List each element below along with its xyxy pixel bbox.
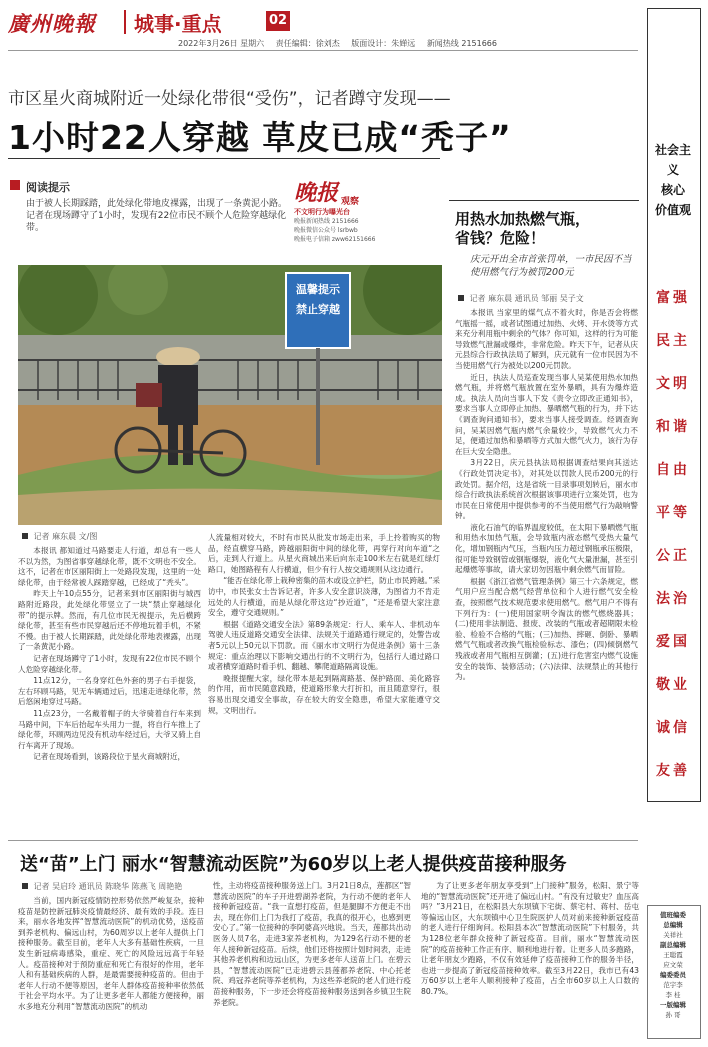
side-story-title-line: 用热水加热燃气瓶， (455, 210, 591, 228)
bottom-story-column-3: 为了让更多老年朋友享受到“上门接种”服务，松阳、景宁等地的“智慧流动医院”还开进了偏远山村。“有没有过敏史？血压高吗？”3月21日，在松阳县大东坝镇下宅街、蔡宅村、蒋村、岳屯等偏远山区，大东坝镇中心卫生院医护人员对前来接种新冠疫苗的老人进行仔细询问。松阳县本次“智慧流动医院”下村服务，共为128位老年群众接种了新冠疫苗。目前，丽水“智慧流动医院”的疫苗接种工作正有序、顺利地进行着。让更多人员多跑路，让老年朋友少跑路，不仅有效延伸了疫苗接种工作的服务半径，也进一步提高了新冠疫苗接种效率。截至3月22日，我市已有43万60岁以上老年人顺利接种了疫苗，占全市60岁以上人口数的80.7%。 (421, 881, 639, 996)
main-story-column-1 (18, 546, 201, 838)
side-story-paragraph: 液化石油气的临界温度较低，在太阳下暴晒燃气瓶和用热水加热气瓶，会导致瓶内液态燃气受热大量气化，增加钢瓶内气压，当瓶内压力超过钢瓶承压极限，很可能导致钢管或钢瓶爆裂，液化气大量泄漏，甚至引起爆燃等事故，请大家切勿因瓶中剩余燃气而冒险。 (455, 522, 638, 575)
exposure-promo (294, 176, 412, 264)
editor-line: 副总编辑 (660, 941, 686, 949)
promo-line: 晚报微信公众号 lsrbwb (294, 227, 358, 234)
side-story-paragraph: 根据《浙江省燃气管理条例》第三十六条规定，燃气用户应当配合燃气经营单位和个人进行燃气安全检查，按照燃气技术规范要求使用燃气。燃气用户不得有下列行为：(一)使用国家明令淘汰的燃气燃烧器具；(二)使用非法制造、报废、改装的气瓶或者超期限未检验、检验不合格的气瓶；(三)加热、摔砸、倒卧、暴晒燃气气瓶或者改换气瓶检验标志、漆色；(四)倾倒燃气残液或者用气瓶相互倒灌；(五)进行危害室内燃气设施安全的装饰、装修活动；(六)法律、法规禁止的其他行为。 (455, 576, 638, 682)
editor-line: 李 桂 (665, 991, 681, 999)
side-story-paragraph: 本报讯 当家里的煤气点不着火时，你是否会将燃气瓶摇一摇，或者试图通过加热、火烤、开水烫等方式来充分利用瓶中剩余的气体？你可知，这样的行为可能导致燃气泄漏或爆炸，非常危险。昨天下午，记者从庆元县综合行政执法局了解到，庆元就有一位市民因为不当使用燃气行为被处以200元罚款。 (455, 308, 638, 370)
promo-logo: 晚报 (294, 180, 339, 206)
lead-marker (10, 180, 20, 190)
side-story-author-text: 记者 麻东晨 通讯员 邹丽 吴子文 (469, 294, 584, 303)
newspaper-logo: 廣州晚報 (8, 11, 96, 36)
caption-marker (22, 533, 28, 539)
photo-sign-top: 温馨提示 (296, 283, 340, 296)
side-story-paragraph: 3月22日，庆元县执法局根据调查结果向其送达《行政处罚决定书》，对其处以罚款人民币200元的行政处罚。据介绍，这是省统一目录事项划转后，丽水市综合行政执法系统首次根据该事项进行立案处罚，也为市民在日常使用中提供参考的不当使用燃气行为敲响警钟。 (455, 458, 638, 521)
main-story-paragraph: 记者在现场蹲守了1小时，发现有22位市民不顾个人危险穿越绿化带。 (18, 653, 201, 674)
issue-designer: 版面设计：朱婵远 (351, 39, 416, 48)
main-story-paragraph: 11点12分，一名身穿红色外套的男子右手提袋，左右环顾马路，见无车辆通过后，迅速走进绿化带，然后悠闲地穿过马路。 (18, 676, 201, 707)
lead-text: 由于被人长期踩踏，此处绿化带地皮裸露，出现了一条黄泥小路。记者在现场蹲守了1小时，发现有22位市民不顾个人危险穿越绿化带。 (26, 199, 288, 233)
street-photo-illustration (18, 265, 442, 525)
main-story-paragraph: “能否在绿化带上栽种密集的苗木或设立护栏，防止市民跨越。”采访中，市民张女士告诉记者，许多人安全意识淡薄，为图省力不肯走远处的人行横道，而是从绿化带这边“抄近道”，“还是希望大家注意安全，遵守交通规则。” (208, 576, 440, 618)
issue-hotline: 新闻热线 2151666 (426, 39, 497, 48)
core-value-item: 和谐 (656, 419, 690, 435)
main-story-paragraph: 昨天上午10点55分，记者来到市区丽阳街与城西路附近路段，此处绿化带竖立了一块“禁止穿越绿化带”的提示牌。然而，有几位市民无视提示，先后横跨绿化带，甚至有些市民穿越后还不停地玩着手机，不紧不慢。由于被人长期踩踏，此处绿化带地表裸露，出现了一条黄泥小路。 (18, 589, 201, 652)
core-value-item: 富强 (656, 290, 690, 306)
editor-line: 总编辑 (663, 921, 683, 929)
editor-line: 应文荣 (663, 961, 683, 969)
lead-label: 阅读提示 (26, 181, 70, 194)
editor-line: 范宇李 (663, 981, 683, 989)
editor-line: 一版编辑 (660, 1001, 686, 1009)
promo-line: 晚报新闻热线 2151666 (294, 218, 359, 225)
main-story-paragraph: 11点23分，一名戴着帽子的大爷骑着自行车来到马路中间，下车后抬起车头用力一提，将自行车推上了绿化带，环顾两边见没有机动车经过后，大爷又骑上自行车离开了现场。 (18, 708, 201, 750)
headline-rule (8, 158, 440, 159)
story-photo (18, 265, 442, 525)
core-value-item: 诚信 (656, 720, 690, 736)
editor-line: 关祥社 (663, 931, 683, 939)
promo-logo-suffix: 观察 (341, 197, 360, 207)
author-marker (22, 883, 28, 889)
core-value-item: 平等 (656, 505, 690, 521)
issue-line (178, 38, 506, 49)
promo-line: 晚报电子信箱 zww62151666 (294, 236, 376, 243)
side-story-author (458, 293, 584, 304)
main-story-title: 1小时22人穿越 草皮已成“秃子” (8, 118, 512, 157)
side-story-paragraph: 近日，执法人员巡查发现当事人吴某使用热水加热燃气瓶，并将燃气瓶放置在室外暴晒，具有为爆炸造成。执法人员向当事人下发《责令立即改正通知书》，要求当事人立即停止加热、暴晒燃气瓶的行为，并下达《调查询问通知书》，要求当事人接受调查。经调查询问，吴某因燃气瓶内燃气余量较少，导致燃气火力不足，便通过加热和暴晒等方式加大燃气火力，该行为存在巨大安全隐患。 (455, 372, 638, 456)
bottom-story-title: 送“苗”上门 丽水“智慧流动医院”为60岁以上老人提供疫苗接种服务 (20, 854, 567, 875)
side-story-title-line: 省钱？危险！ (455, 229, 546, 247)
bottom-story-column-1: 当前，国内新冠疫情防控形势依然严峻复杂，接种疫苗是防控新冠肺炎疫情最经济、最有效的手段。连日来，丽水各地发挥“智慧流动医院”的机动优势，送疫苗到养老机构、偏远山村，为60周岁以上老年人提供上门接种服务。截至目前，老年人大多有基础性疾病，一旦发生新冠病毒感染，重症、死亡的风险远远高于年轻人。疫苗接种对于预防重症和死亡有很好的作用，老年人和有基础疾病的人群，是最需要接种疫苗的。但由于老年人行动不便等原因，老年人群体疫苗接种率依然低于社会平均水平。为了让更多老年人都能方便接种，丽水多地充分利用“智慧流动医院”的机动 (18, 896, 204, 1011)
editor-line: 孙 哥 (665, 1011, 681, 1019)
core-values-heading-line: 社会主义 (654, 143, 691, 177)
issue-editor: 责任编辑：徐刘杰 (275, 39, 340, 48)
main-story-column-2 (208, 533, 440, 838)
issue-date: 2022年3月26日 星期六 (178, 39, 265, 48)
photo-sign-bottom: 禁止穿越 (296, 303, 340, 316)
core-values-heading (653, 140, 693, 220)
section-title: 城事·重点 (134, 12, 222, 36)
core-value-item: 民主 (656, 333, 690, 349)
core-values-heading-line: 核心 (660, 183, 685, 197)
photo-caption-text: 记者 麻东晨 文/图 (33, 532, 98, 541)
core-value-item: 友善 (656, 763, 690, 779)
side-story-rule (449, 200, 639, 201)
core-value-item: 文明 (656, 376, 690, 392)
masthead-divider (124, 10, 126, 34)
editor-line: 编委委员 (660, 971, 686, 979)
core-values-heading-line: 价值观 (654, 203, 691, 217)
core-value-item: 自由 (656, 462, 690, 478)
side-story-body (455, 308, 638, 836)
main-story-paragraph: 根据《道路交通安全法》第89条规定：行人、乘车人、非机动车驾驶人违反道路交通安全法律、法规关于道路通行规定的，处警告或者5元以上50元以下罚款。而《丽水市文明行为促进条例》第十三条规定：重点治理以下影响交通出行的不文明行为，包括行人通过路口或者横穿道路时看手机、翻越、攀爬道路隔离设施。 (208, 619, 440, 672)
duty-editor-list (650, 910, 696, 1020)
main-story-paragraph: 人流量相对较大，不时有市民从批发市场走出来，手上拎着购买的物品，经直横穿马路，跨越丽阳街中间的绿化带，再穿行对向车道“之后，走到人行道上。从星火商城出来后向东走100米左右就是红绿灯路口，她图路程有人行横道，但少有行人按交通规则从这边通行。 (208, 533, 440, 574)
bottom-story-author-text: 记者 吴启玲 通讯员 陈晓华 陈燕飞 周艳艳 (33, 882, 183, 891)
author-marker (458, 295, 464, 301)
promo-subtitle: 不文明行为曝光台 (294, 208, 350, 216)
editor-line: 王聪霞 (663, 951, 683, 959)
bottom-story-rule (8, 840, 638, 841)
core-value-item: 敬业 (656, 677, 690, 693)
side-story-subtitle: 庆元开出全市首张罚单，一市民因不当使用燃气行为被罚200元 (470, 254, 632, 278)
bottom-story-column-2: 性，主动将疫苗接种服务送上门。3月21日8点，莲都区“智慧流动医院”的车子开进碧湖养老院，为行动不便的老年人接种新冠疫苗。“我一直想打疫苗，但是腿脚不方便走不出去，现在你们上门为我打了疫苗，我真的很开心，也感到更安心了。”第一位接种的李阿婆高兴地说。当天，莲都共出动医务人员7名，走进3家养老机构，为129名行动不便的老年人接种新冠疫苗。后续，他们还将按照计划时间表，走进其他养老机构和边远山区，为更多老年人送苗上门。在碧云县，“智慧流动医院”已走进碧云县莲都养老院、中心托老院、鸡冠养老院等养老机构，为这些养老院的老人们进行疫苗接种服务，下一步还会将疫苗接种服务送到各乡镇卫生院养老院。 (213, 881, 411, 1007)
editor-line: 值班编委 (660, 911, 686, 919)
masthead-rule (8, 50, 638, 51)
main-story-paragraph: 本报讯 都知道过马路要走人行道，却总有一些人不以为然，为图省事穿越绿化带，既不文明也不安全。这不，记者在市区丽阳街上一处路段发现，这里的一处绿化带，由于经常被人踩踏穿越，已经成了“秃头”。 (18, 546, 201, 587)
main-story-kicker: 市区星火商城附近一处绿化带很“受伤”，记者蹲守发现—— (8, 89, 451, 109)
core-value-item: 公正 (656, 548, 690, 564)
main-story-paragraph: 记者在现场看到，该路段位于星火商城附近， (33, 752, 186, 762)
core-value-item: 法治 (656, 591, 690, 607)
page-number-badge: 02 (266, 11, 290, 31)
core-value-item: 爱国 (656, 634, 690, 650)
photo-caption (22, 531, 97, 542)
side-story-title (455, 210, 590, 248)
main-story-paragraph: 晚报提醒大家，绿化带本是起到隔离路基、保护路面、美化路容的作用，而市民随意践踏，使道路形象大打折扣，而且随意穿行，很容易出现交通安全事故，存在较大的安全隐患，希望大家能遵守交规，文明出行。 (208, 673, 440, 715)
bottom-story-author (22, 881, 182, 892)
